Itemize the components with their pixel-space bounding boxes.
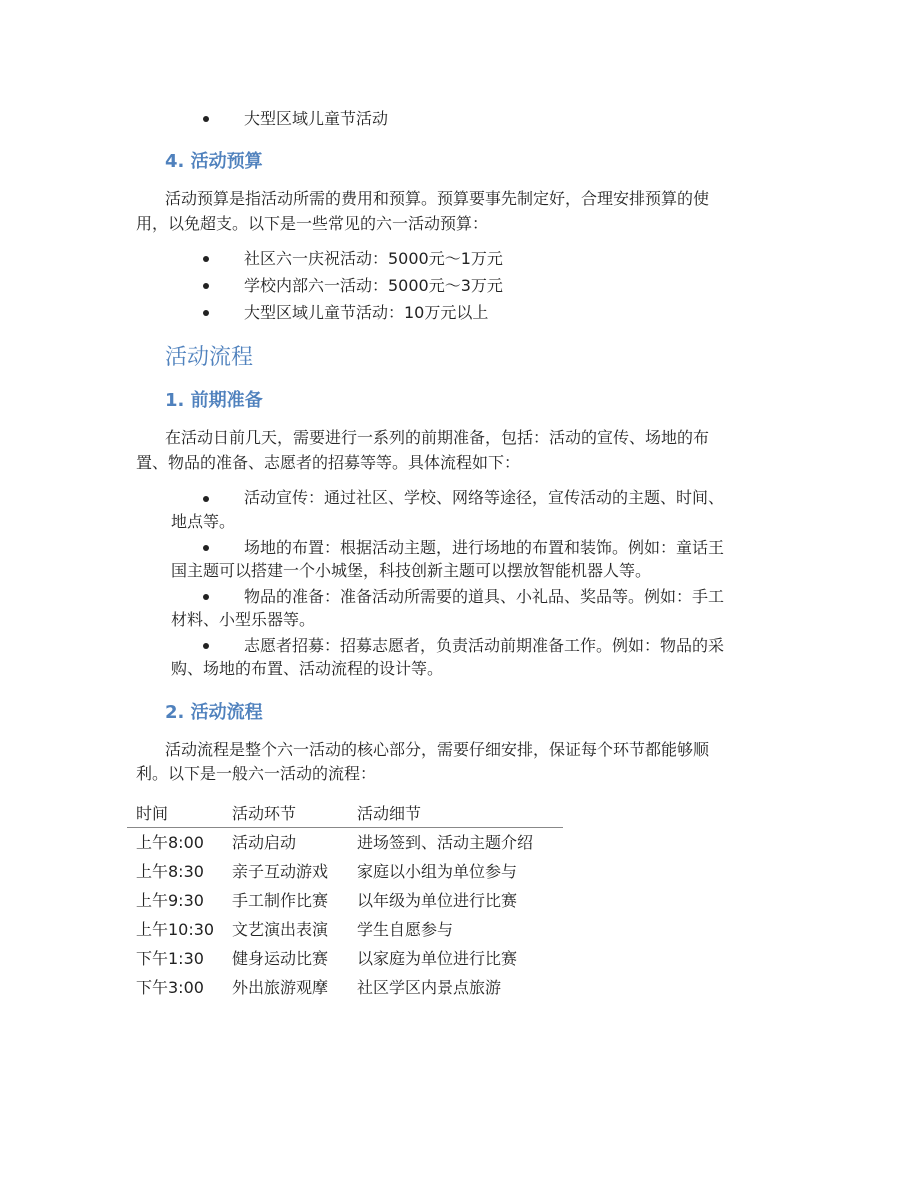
table-cell: 文艺演出表演 [232, 920, 329, 939]
list-item-line: 场地的布置：根据活动主题，进行场地的布置和装饰。例如：童话王 [244, 538, 725, 557]
bullet-icon [203, 643, 209, 649]
table-cell: 家庭以小组为单位参与 [357, 862, 518, 881]
paragraph-line: 在活动日前几天，需要进行一系列的前期准备，包括：活动的宣传、场地的布 [165, 428, 710, 447]
table-header-divider [127, 827, 563, 828]
section-heading-budget: 4. 活动预算 [165, 151, 263, 172]
list-item: 大型区域儿童节活动 [244, 109, 389, 128]
table-cell: 手工制作比赛 [232, 891, 329, 910]
list-item-line: 志愿者招募：招募志愿者，负责活动前期准备工作。例如：物品的采 [244, 636, 725, 655]
bullet-icon [203, 310, 209, 316]
list-item-line: 地点等。 [171, 512, 236, 531]
paragraph-line: 用，以免超支。以下是一些常见的六一活动预算： [136, 214, 489, 233]
section-heading-flow: 2. 活动流程 [165, 702, 263, 723]
table-cell: 上午10:30 [136, 920, 215, 939]
table-cell: 下午1:30 [136, 949, 204, 968]
table-cell: 以年级为单位进行比赛 [357, 891, 518, 910]
table-cell: 以家庭为单位进行比赛 [357, 949, 518, 968]
list-item: 学校内部六一活动：5000元～3万元 [244, 276, 503, 295]
table-cell: 健身运动比赛 [232, 949, 329, 968]
bullet-icon [203, 594, 209, 600]
table-cell: 亲子互动游戏 [232, 862, 329, 881]
paragraph-line: 活动预算是指活动所需的费用和预算。预算要事先制定好，合理安排预算的使 [165, 189, 710, 208]
bullet-icon [203, 116, 209, 122]
bullet-icon [203, 496, 209, 502]
table-header-time: 时间 [136, 804, 169, 823]
section-heading-prep: 1. 前期准备 [165, 390, 263, 411]
list-item: 大型区域儿童节活动：10万元以上 [244, 303, 489, 322]
list-item-line: 购、场地的布置、活动流程的设计等。 [171, 659, 444, 678]
list-item-line: 国主题可以搭建一个小城堡，科技创新主题可以摆放智能机器人等。 [171, 561, 652, 580]
table-cell: 上午9:30 [136, 891, 204, 910]
bullet-icon [203, 283, 209, 289]
list-item-line: 活动宣传：通过社区、学校、网络等途径，宣传活动的主题、时间、 [244, 488, 725, 507]
paragraph-line: 活动流程是整个六一活动的核心部分，需要仔细安排，保证每个环节都能够顺 [165, 740, 710, 759]
table-cell: 进场签到、活动主题介绍 [357, 833, 534, 852]
paragraph-line: 利。以下是一般六一活动的流程： [136, 764, 377, 783]
list-item-line: 物品的准备：准备活动所需要的道具、小礼品、奖品等。例如：手工 [244, 587, 725, 606]
bullet-icon [203, 545, 209, 551]
table-cell: 下午3:00 [136, 978, 204, 997]
major-heading-process: 活动流程 [165, 345, 254, 370]
list-item-line: 材料、小型乐器等。 [171, 610, 316, 629]
bullet-icon [203, 256, 209, 262]
table-cell: 外出旅游观摩 [232, 978, 329, 997]
paragraph-line: 置、物品的准备、志愿者的招募等等。具体流程如下： [136, 453, 521, 472]
table-header-detail: 活动细节 [357, 804, 422, 823]
table-cell: 学生自愿参与 [357, 920, 454, 939]
table-cell: 上午8:00 [136, 833, 204, 852]
table-cell: 活动启动 [232, 833, 297, 852]
table-header-step: 活动环节 [232, 804, 297, 823]
list-item: 社区六一庆祝活动：5000元～1万元 [244, 249, 503, 268]
table-cell: 上午8:30 [136, 862, 204, 881]
table-cell: 社区学区内景点旅游 [357, 978, 502, 997]
